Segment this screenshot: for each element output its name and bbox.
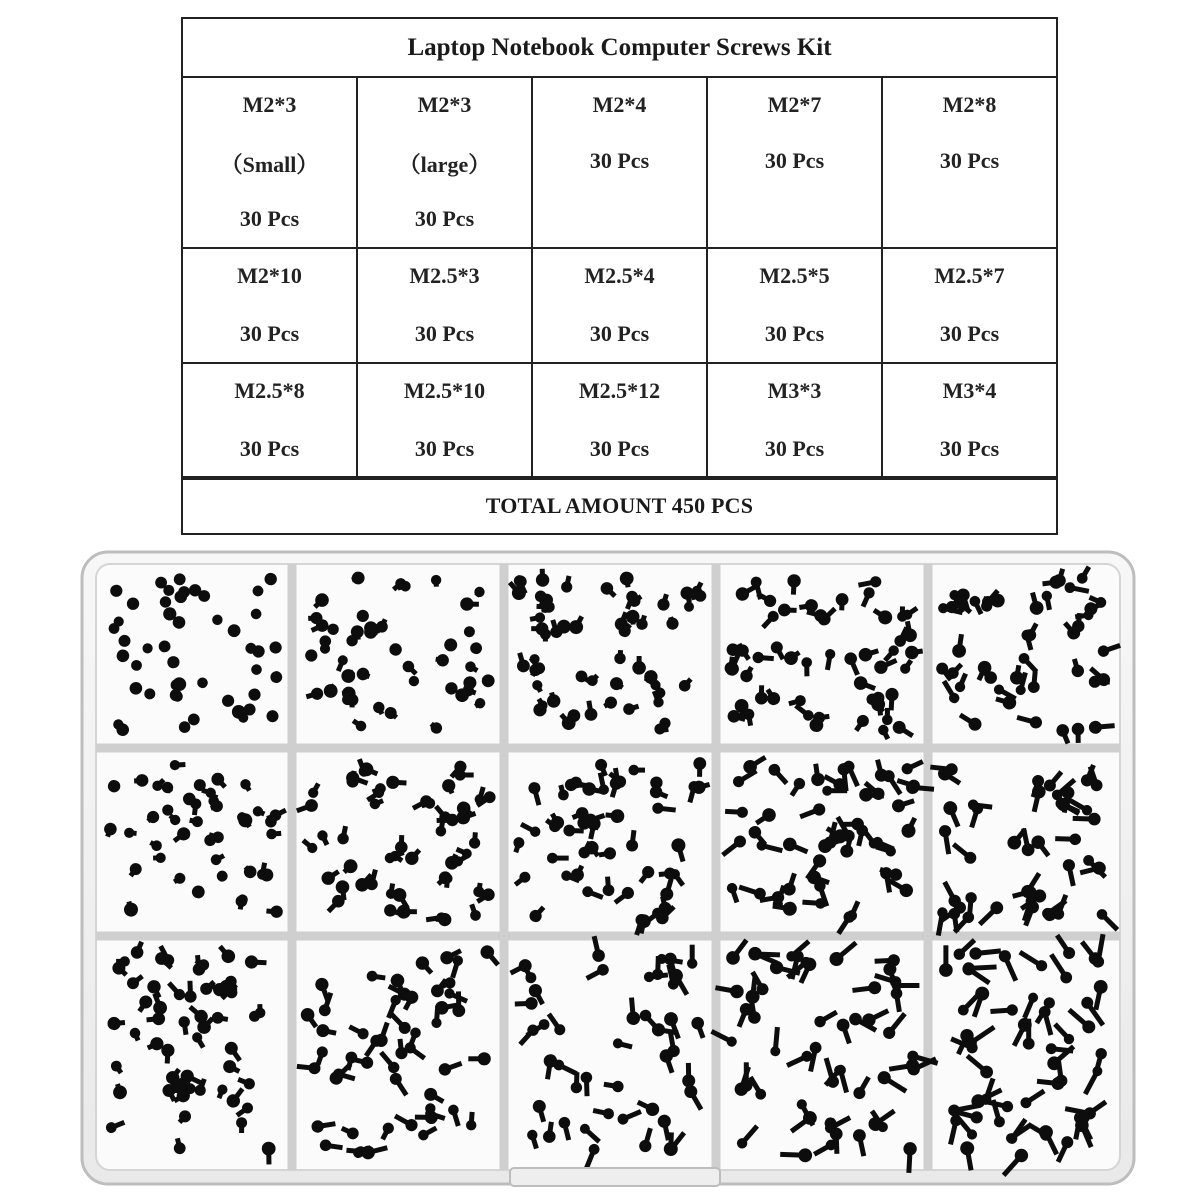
cell-r3-c1 — [183, 364, 358, 478]
cell-size: M2.5*8 — [234, 378, 305, 403]
cell-size: M2*4 — [592, 92, 647, 117]
cell-count: 30 Pcs — [589, 436, 650, 461]
cell-size: M2*7 — [767, 92, 822, 117]
cell-r3-c3 — [533, 364, 708, 478]
cell-r3-c2 — [358, 364, 533, 478]
cell-size: M2.5*5 — [759, 263, 830, 288]
cell-r2-c4 — [708, 249, 883, 362]
cell-r1-c1 — [183, 76, 358, 247]
screw-kit-table — [181, 17, 1058, 535]
cell-count: 30 Pcs — [589, 148, 650, 173]
cell-r1-c3 — [533, 76, 708, 247]
screw-organizer-tray — [0, 540, 1200, 1200]
cell-count: 30 Pcs — [939, 321, 1000, 346]
cell-r2-c1 — [183, 249, 358, 362]
table-row-2 — [183, 249, 1056, 364]
cell-variant: （Small） — [220, 152, 319, 177]
screw — [127, 598, 139, 610]
cell-count: 30 Pcs — [939, 436, 1000, 461]
cell-count: 30 Pcs — [589, 321, 650, 346]
cell-r3-c5 — [883, 364, 1056, 478]
tray-latch — [510, 1168, 720, 1186]
cell-size: M2.5*3 — [409, 263, 480, 288]
cell-size: M2*8 — [942, 92, 997, 117]
total-amount: TOTAL AMOUNT 450 PCS — [183, 476, 1056, 533]
cell-r1-c4 — [708, 76, 883, 247]
cell-count: 30 Pcs — [764, 436, 825, 461]
cell-r3-c4 — [708, 364, 883, 478]
cell-size: M2.5*12 — [578, 378, 661, 403]
cell-r1-c2 — [358, 76, 533, 247]
cell-count: 30 Pcs — [764, 321, 825, 346]
cell-r2-c5 — [883, 249, 1056, 362]
table-title: Laptop Notebook Computer Screws Kit — [183, 19, 1056, 78]
cell-size: M3*4 — [942, 378, 997, 403]
cell-r1-c5 — [883, 76, 1056, 247]
cell-count: 30 Pcs — [414, 206, 475, 231]
cell-size: M2.5*7 — [934, 263, 1005, 288]
cell-count: 30 Pcs — [764, 148, 825, 173]
cell-count: 30 Pcs — [414, 436, 475, 461]
cell-size: M3*3 — [767, 378, 822, 403]
cell-r2-c2 — [358, 249, 533, 362]
cell-count: 30 Pcs — [414, 321, 475, 346]
cell-count: 30 Pcs — [239, 206, 300, 231]
cell-size: M2*3 — [417, 92, 472, 117]
cell-size: M2.5*10 — [403, 378, 486, 403]
cell-variant: （large） — [398, 152, 491, 177]
cell-count: 30 Pcs — [239, 436, 300, 461]
table-row-1 — [183, 76, 1056, 249]
cell-size: M2*3 — [242, 92, 297, 117]
cell-count: 30 Pcs — [239, 321, 300, 346]
cell-count: 30 Pcs — [939, 148, 1000, 173]
cell-size: M2*10 — [237, 263, 302, 288]
cell-size: M2.5*4 — [584, 263, 655, 288]
table-row-3 — [183, 364, 1056, 480]
cell-r2-c3 — [533, 249, 708, 362]
